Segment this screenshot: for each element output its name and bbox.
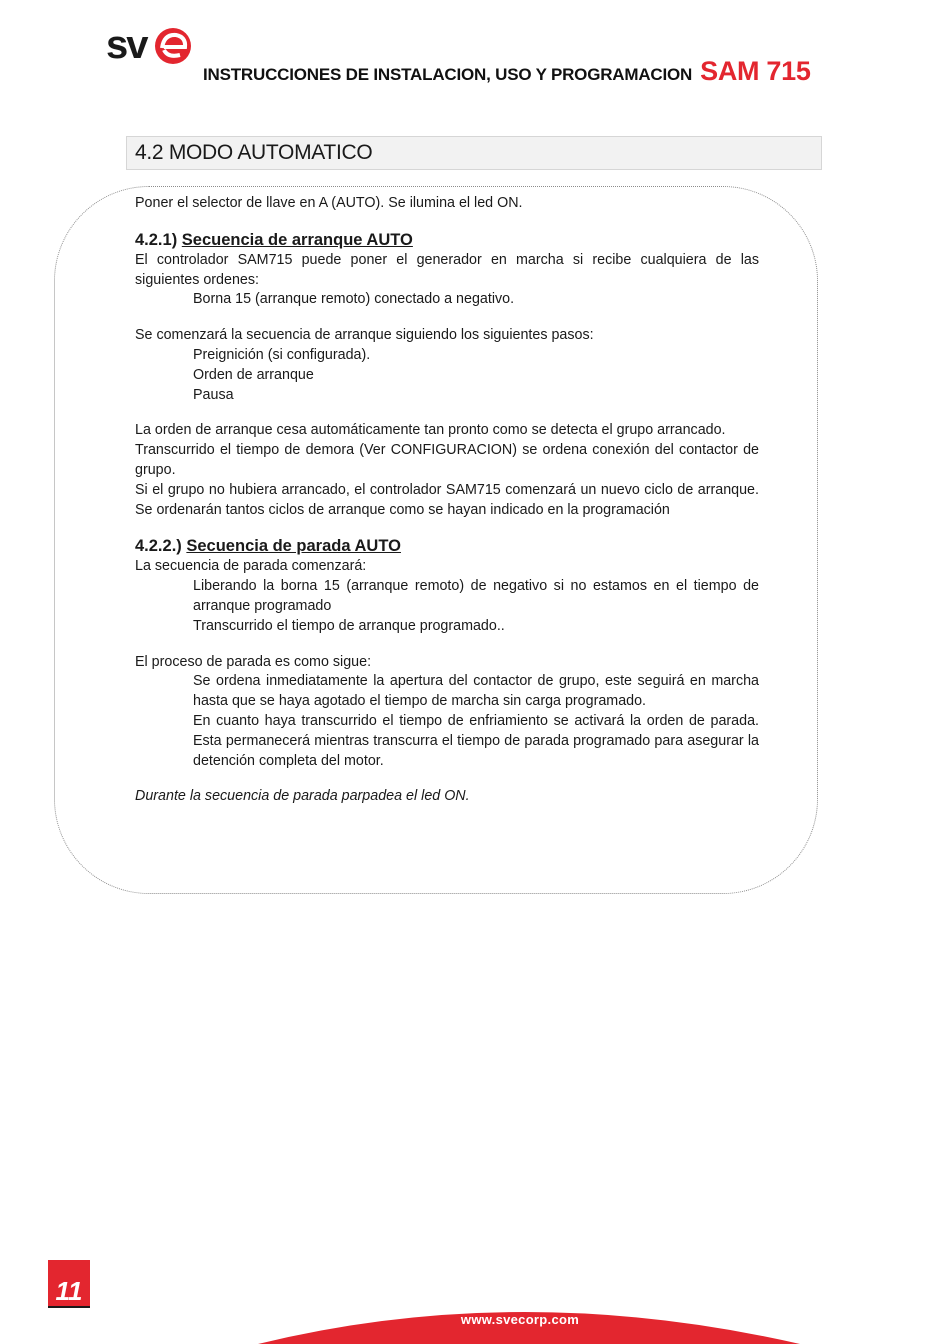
indented-item: Se ordena inmediatamente la apertura del contactor de grupo, este seguirá en marcha hasta que se haya agotado el tiempo de marcha sin carga programado. bbox=[193, 673, 759, 710]
intro-text: Poner el selector de llave en A (AUTO). Se ilumina el led ON. bbox=[135, 195, 523, 211]
sve-logo bbox=[106, 22, 198, 70]
subsection-title: Secuencia de arranque AUTO bbox=[181, 230, 413, 249]
page-number: 11 bbox=[55, 1276, 83, 1306]
subsection-heading-1 bbox=[135, 230, 759, 251]
subsection-title: Secuencia de parada AUTO bbox=[186, 537, 401, 556]
paragraph: Si el grupo no hubiera arrancado, el controlador SAM715 comenzará un nuevo ciclo de arranque. Se ordenarán tantos ciclos de arranque como se hayan indicado en la programación bbox=[135, 481, 759, 518]
header-subtitle: INSTRUCCIONES DE INSTALACION, USO Y PROGRAMACION bbox=[203, 65, 693, 84]
header-model: SAM 715 bbox=[700, 56, 811, 86]
subsection-number: 4.2.1) bbox=[135, 230, 178, 249]
subsection-heading-2 bbox=[135, 536, 759, 557]
indented-item: Liberando la borna 15 (arranque remoto) de negativo si no estamos en el tiempo de arranque programado bbox=[193, 578, 759, 614]
paragraph: El proceso de parada es como sigue: bbox=[135, 653, 372, 670]
note-text: Durante la secuencia de parada parpadea el led ON. bbox=[135, 788, 470, 805]
section-title: 4.2 MODO AUTOMATICO bbox=[135, 141, 373, 164]
indented-item: En cuanto haya transcurrido el tiempo de enfriamiento se activará la orden de parada. Esta permanecerá mientras transcurra el tiempo de parada programado para asegurar la detención completa del motor. bbox=[193, 712, 759, 769]
svg-text:sv: sv bbox=[106, 23, 147, 67]
paragraph: La secuencia de parada comenzará: bbox=[135, 558, 367, 575]
indented-item: Transcurrido el tiempo de arranque programado.. bbox=[193, 617, 505, 634]
paragraph: El controlador SAM715 puede poner el generador en marcha si recibe cualquiera de las siguientes ordenes: bbox=[135, 251, 759, 288]
content-body bbox=[135, 194, 759, 807]
footer-url: www.svecorp.com bbox=[460, 1312, 580, 1327]
header-title bbox=[203, 56, 811, 87]
paragraph: Se comenzará la secuencia de arranque siguiendo los siguientes pasos: bbox=[135, 327, 594, 344]
indented-item: Borna 15 (arranque remoto) conectado a negativo. bbox=[193, 291, 515, 308]
section-header bbox=[126, 136, 822, 170]
subsection-number: 4.2.2.) bbox=[135, 537, 182, 556]
step-item: Preignición (si configurada). bbox=[193, 346, 371, 363]
step-item: Orden de arranque bbox=[193, 366, 314, 383]
paragraph: Transcurrido el tiempo de demora (Ver CONFIGURACION) se ordena conexión del contactor de grupo. bbox=[135, 442, 759, 478]
paragraph: La orden de arranque cesa automáticamente tan pronto como se detecta el grupo arrancado. bbox=[135, 422, 726, 439]
step-item: Pausa bbox=[193, 386, 234, 403]
